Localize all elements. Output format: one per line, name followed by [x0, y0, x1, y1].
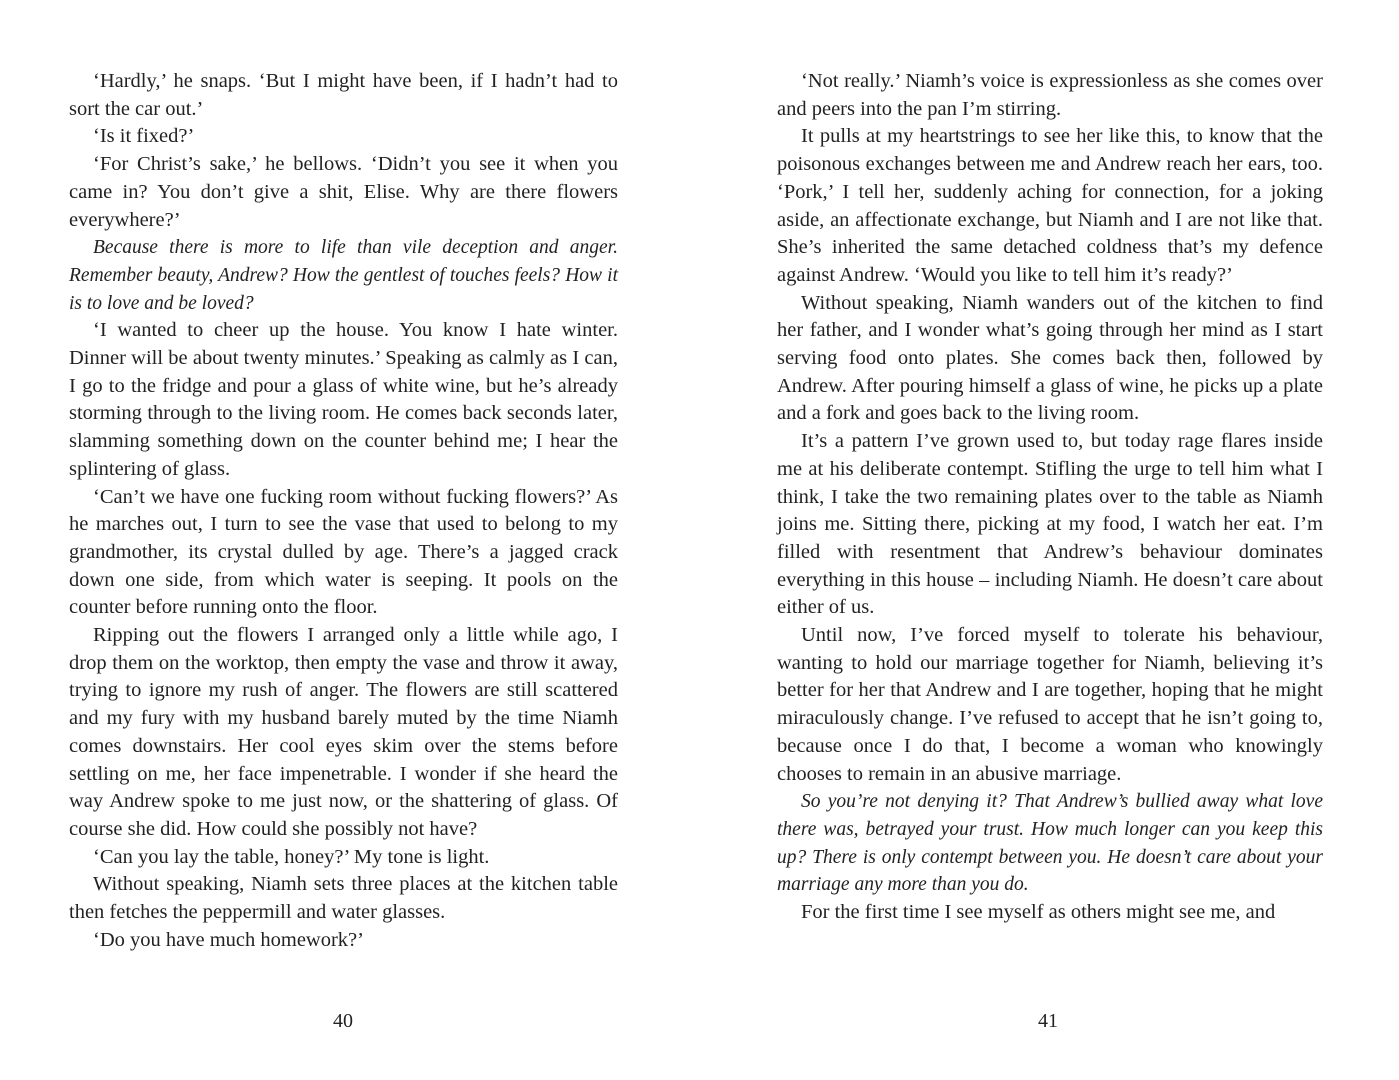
paragraph: ‘Is it fixed?’: [93, 125, 195, 148]
paragraph: Because there is more to life than vile deception and anger. Remember beauty, Andrew? How the gentlest of touches feels? How it is to love and be loved?: [69, 237, 618, 314]
paragraph: It’s a pattern I’ve grown used to, but today rage flares inside me at his deliberate contempt. Stifling the urge to tell him what I think, I take the two remaining plates over to the table as Niamh joins me. Sitting there, picking at my food, I watch her eat. I’m filled with resentment that Andrew’s behaviour dominates everything in this house – including Niamh. He doesn’t care about either of us.: [777, 430, 1323, 619]
left-page-text: [69, 68, 618, 955]
paragraph: So you’re not denying it? That Andrew’s bullied away what love there was, betrayed your trust. How much longer can you keep this up? There is only contempt between you. He doesn’t care about your marriage any more than you do.: [777, 791, 1323, 896]
paragraph: ‘Hardly,’ he snaps. ‘But I might have been, if I hadn’t had to sort the car out.’: [69, 70, 618, 120]
paragraph: ‘Can’t we have one fucking room without fucking flowers?’ As he marches out, I turn to see the vase that used to belong to my grandmother, its crystal dulled by age. There’s a jagged crack down one side, from which water is seeping. It pools on the counter before running onto the floor.: [69, 485, 618, 619]
page-number-right: 41: [1038, 1010, 1058, 1032]
page-number-left: 40: [333, 1010, 353, 1032]
paragraph: ‘I wanted to cheer up the house. You know I hate winter. Dinner will be about twenty minutes.’ Speaking as calmly as I can, I go to the fridge and pour a glass of white wine, but he’s already storming through to the living room. He comes back seconds later, slamming something down on the counter behind me; I hear the splintering of glass.: [69, 319, 618, 480]
right-page-text: [777, 68, 1323, 927]
paragraph: ‘Can you lay the table, honey?’ My tone is light.: [93, 845, 490, 868]
paragraph: For the first time I see myself as others might see me, and: [801, 901, 1276, 924]
paragraph: Ripping out the flowers I arranged only a little while ago, I drop them on the worktop, then empty the vase and throw it away, trying to ignore my rush of anger. The flowers are still scattered and my fury with my husband barely muted by the time Niamh comes downstairs. Her cool eyes skim over the stems before settling on me, her face impenetrable. I wonder if she heard the way Andrew spoke to me just now, or the shattering of glass. Of course she did. How could she possibly not have?: [69, 624, 618, 840]
paragraph: Until now, I’ve forced myself to tolerate his behaviour, wanting to hold our marriage together for Niamh, believing it’s better for her that Andrew and I are together, hoping that he might miraculously change. I’ve refused to accept that he isn’t going to, because once I do that, I become a woman who knowingly chooses to remain in an abusive marriage.: [777, 624, 1323, 785]
paragraph: Without speaking, Niamh sets three places at the kitchen table then fetches the peppermill and water glasses.: [69, 873, 618, 924]
paragraph: Without speaking, Niamh wanders out of the kitchen to find her father, and I wonder what’s going through her mind as I start serving food onto plates. She comes back then, followed by Andrew. After pouring himself a glass of wine, he picks up a plate and a fork and goes back to the living room.: [777, 291, 1323, 425]
paragraph: ‘Do you have much homework?’: [93, 928, 364, 951]
paragraph: ‘Not really.’ Niamh’s voice is expressionless as she comes over and peers into the pan I’m stirring.: [777, 70, 1323, 120]
paragraph: ‘For Christ’s sake,’ he bellows. ‘Didn’t you see it when you came in? You don’t give a shit, Elise. Why are there flowers everywhere?’: [69, 153, 618, 231]
paragraph: It pulls at my heartstrings to see her like this, to know that the poisonous exchanges between me and Andrew reach her ears, too. ‘Pork,’ I tell her, suddenly aching for connection, for a joking aside, an affectionate exchange, but Niamh and I are not like that. She’s inherited the same detached coldness that’s my defence against Andrew. ‘Would you like to tell him it’s ready?’: [777, 125, 1323, 286]
